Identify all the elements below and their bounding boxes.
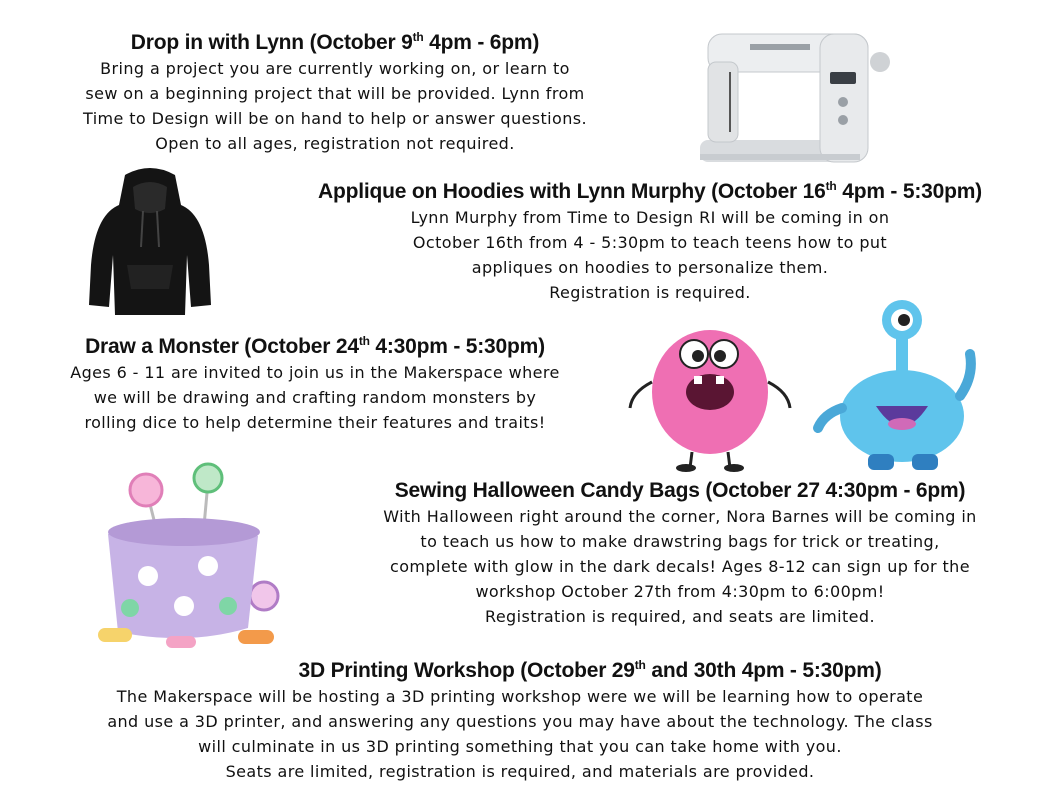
event-drop-in xyxy=(15,30,655,156)
event-title: Draw a Monster (October 24th 4:30pm - 5:30pm) xyxy=(85,334,545,358)
event-description-line: With Halloween right around the corner, Nora Barnes will be coming in xyxy=(383,507,977,526)
event-draw-monster xyxy=(5,334,625,435)
pink-monster-icon xyxy=(620,312,800,472)
sewing-machine-icon xyxy=(690,22,900,170)
event-description-line: October 16th from 4 - 5:30pm to teach teens how to put xyxy=(412,233,888,252)
event-description-line: will culminate in us 3D printing something that you can take home with you. xyxy=(198,737,842,756)
event-3d-printing xyxy=(0,658,1040,784)
candy-bag-icon xyxy=(88,456,288,656)
event-title: Sewing Halloween Candy Bags (October 27 4:30pm - 6pm) xyxy=(394,479,966,502)
event-title: 3D Printing Workshop (October 29th and 30th 4pm - 5:30pm) xyxy=(298,658,882,682)
event-description-line: workshop October 27th from 4:30pm to 6:00pm! xyxy=(475,582,885,601)
event-description-line: appliques on hoodies to personalize them. xyxy=(471,258,829,277)
event-description-line: The Makerspace will be hosting a 3D printing workshop were we will be learning how to operate xyxy=(116,687,924,706)
event-description-line: Seats are limited, registration is required, and materials are provided. xyxy=(225,762,815,781)
blue-monster-icon xyxy=(810,296,1000,476)
event-description-line: complete with glow in the dark decals! Ages 8-12 can sign up for the xyxy=(390,557,970,576)
event-description-line: Registration is required, and seats are limited. xyxy=(485,607,875,626)
event-description-line: Ages 6 - 11 are invited to join us in the Makerspace where xyxy=(70,363,560,382)
event-description-line: we will be drawing and crafting random monsters by xyxy=(93,388,537,407)
hoodie-icon xyxy=(85,165,215,320)
event-description-line: and use a 3D printer, and answering any questions you may have about the technology. The class xyxy=(107,712,933,731)
event-title: Drop in with Lynn (October 9th 4pm - 6pm) xyxy=(130,30,540,54)
event-description-line: sew on a beginning project that will be provided. Lynn from xyxy=(85,84,585,103)
event-title: Applique on Hoodies with Lynn Murphy (October 16th 4pm - 5:30pm) xyxy=(318,179,982,203)
event-description-line: Bring a project you are currently working on, or learn to xyxy=(100,59,570,78)
event-candy-bags xyxy=(325,478,1035,629)
event-description-line: rolling dice to help determine their features and traits! xyxy=(84,413,546,432)
event-description-line: Open to all ages, registration not required. xyxy=(155,134,515,153)
event-description-line: Time to Design will be on hand to help or answer questions. xyxy=(83,109,587,128)
event-description-line: to teach us how to make drawstring bags for trick or treating, xyxy=(420,532,940,551)
event-description-line: Registration is required. xyxy=(549,283,751,302)
event-applique-hoodies xyxy=(270,179,1030,305)
event-description-line: Lynn Murphy from Time to Design RI will be coming in on xyxy=(410,208,890,227)
